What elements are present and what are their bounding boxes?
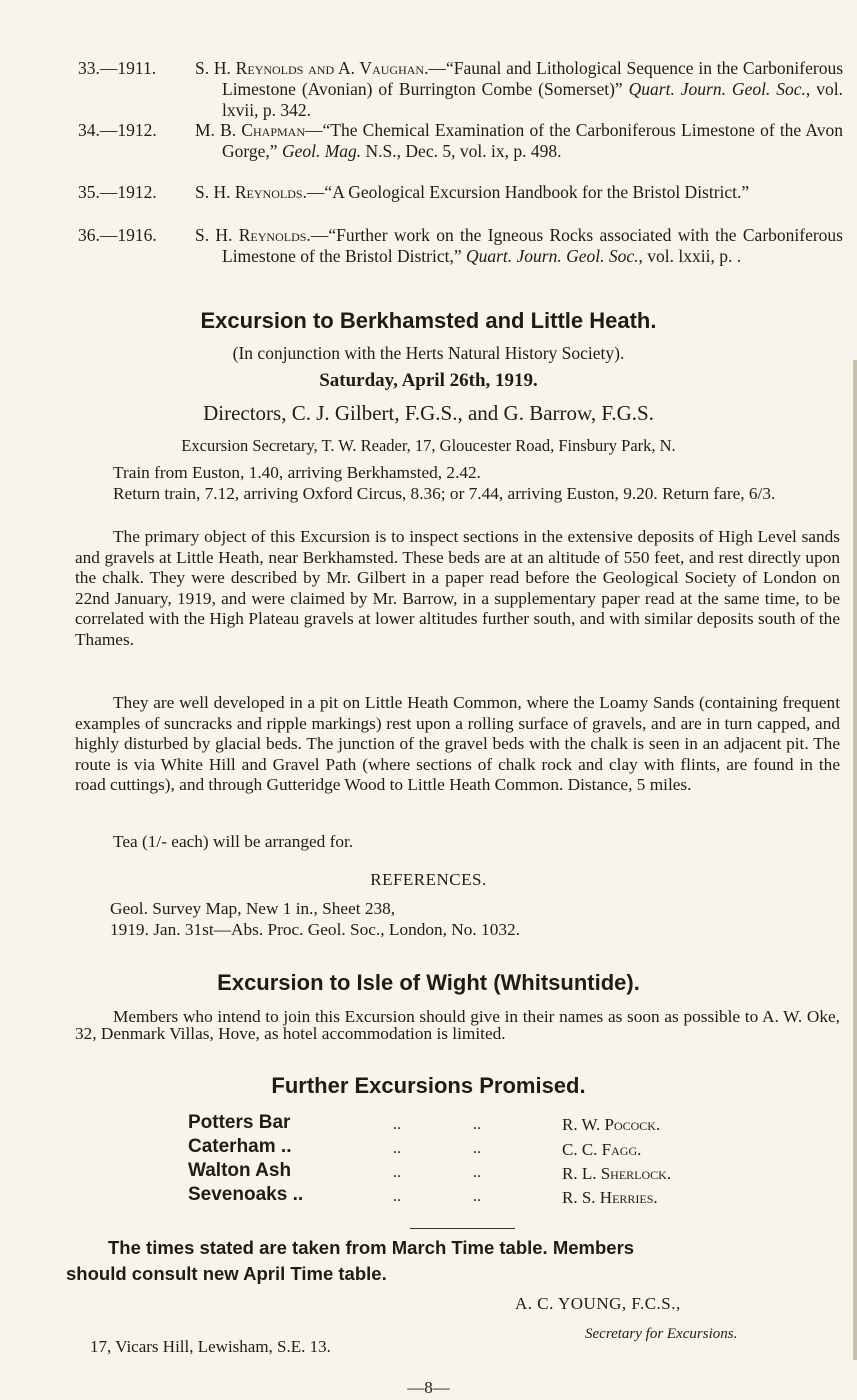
- reference-entry: [78, 182, 843, 203]
- section-heading: Further Excursions Promised.: [271, 1073, 586, 1098]
- leader-name: R. W. Pocock.: [562, 1115, 661, 1134]
- reference-entry: [78, 225, 843, 267]
- place-name: Caterham ..: [188, 1136, 292, 1157]
- section-heading: Excursion to Berkhamsted and Little Heath.: [200, 308, 657, 333]
- reference-details: , vol. lxvii, p. 342.: [222, 79, 843, 120]
- reference-author: S. H. Reynolds.: [195, 182, 307, 202]
- tea-text: Tea (1/- each) will be arranged for.: [113, 832, 354, 851]
- reference-author: S. H. Reynolds.: [195, 225, 311, 245]
- section-subtitle: (In conjunction with the Herts Natural History Society).: [232, 343, 625, 363]
- reference-author: M. B. Chapman: [195, 120, 305, 140]
- leader-dots: ..: [393, 1116, 401, 1133]
- place-name: Potters Bar: [188, 1112, 291, 1133]
- tea-note: [75, 832, 840, 853]
- reference-entry: [78, 120, 843, 162]
- reference-title: —“A Geological Excursion Handbook for the Bristol District.”: [306, 182, 750, 202]
- reference-details: N.S., Dec. 5, vol. ix, p. 498.: [361, 141, 562, 161]
- reference-line: 1919. Jan. 31st—Abs. Proc. Geol. Soc., London, No. 1032.: [110, 920, 520, 939]
- reference-number: 34.—1912.: [78, 120, 157, 140]
- place-name: Sevenoaks ..: [188, 1184, 304, 1205]
- reference-details: , vol. lxxii, p. .: [638, 246, 742, 266]
- directors: Directors, C. J. Gilbert, F.G.S., and G. Barrow, F.G.S.: [203, 401, 654, 425]
- reference-journal: Quart. Journ. Geol. Soc.: [465, 246, 639, 266]
- paragraph: [75, 1008, 840, 1042]
- paragraph-text: Members who intend to join this Excursion should give in their names as soon as possible to A. W. Oke, 32, Denmark Villas, Hove, as hotel accommodation is limited.: [75, 1007, 840, 1043]
- leader-dots: ..: [473, 1140, 481, 1157]
- leader-dots: ..: [473, 1164, 481, 1181]
- reference-author: S. H. Reynolds and A. Vaughan.: [195, 58, 429, 78]
- reference-entry: [78, 58, 843, 121]
- leader-name: R. L. Sherlock.: [562, 1164, 672, 1183]
- notice-line: should consult new April Time table.: [66, 1263, 387, 1284]
- reference-title: —“Further work on the Igneous Rocks associated with the Carboniferous Limestone of the Bristol District,”: [222, 225, 843, 266]
- reference-line: Geol. Survey Map, New 1 in., Sheet 238,: [110, 899, 396, 918]
- train-info: [75, 463, 840, 484]
- leader-name: R. S. Herries.: [562, 1188, 658, 1207]
- reference-number: 36.—1916.: [78, 225, 157, 245]
- secretary-address: 17, Vicars Hill, Lewisham, S.E. 13.: [90, 1337, 331, 1356]
- secretary-name: A. C. YOUNG, F.C.S.,: [515, 1294, 681, 1313]
- reference-journal: Geol. Mag.: [281, 141, 362, 161]
- leader-dots: ..: [393, 1164, 401, 1181]
- leader-name: C. C. Fagg.: [562, 1140, 642, 1159]
- paragraph-text: The primary object of this Excursion is to inspect sections in the extensive deposits of High Level sands and gravels at Little Heath, near Berkhamsted. These beds are at an altitude of 550 feet, and rest directly upon the chalk. They were described by Mr. Gilbert in a paper read before the Geological Society of London on 22nd January, 1919, and were claimed by Mr. Barrow, in a supplementary paper read at the same time, to be correlated with the High Plateau gravels at lower altitudes further south, and with similar deposits south of the Thames.: [75, 527, 840, 649]
- paragraph: [75, 693, 840, 796]
- reference-number: 33.—1911.: [78, 58, 157, 78]
- page-edge: [853, 360, 857, 1360]
- reference-title: —“Faunal and Lithological Sequence in the Carboniferous Limestone (Avonian) of Burrington Combe (Somerset)”: [222, 58, 844, 99]
- leader-dots: ..: [473, 1116, 481, 1133]
- references-heading: REFERENCES.: [370, 870, 487, 889]
- leader-dots: ..: [473, 1188, 481, 1205]
- excursion-date: Saturday, April 26th, 1919.: [319, 370, 538, 391]
- place-name: Walton Ash: [188, 1160, 292, 1181]
- train-text: Train from Euston, 1.40, arriving Berkhamsted, 2.42.: [113, 463, 481, 482]
- divider: [410, 1228, 515, 1229]
- paragraph: [75, 527, 840, 651]
- section-heading: Excursion to Isle of Wight (Whitsuntide).: [217, 970, 640, 995]
- reference-journal: Quart. Journ. Geol. Soc.: [628, 79, 806, 99]
- reference-title: —“The Chemical Examination of the Carboniferous Limestone of the Avon Gorge,”: [222, 120, 843, 161]
- return-info: [75, 484, 840, 505]
- leader-dots: ..: [393, 1188, 401, 1205]
- return-text: Return train, 7.12, arriving Oxford Circus, 8.36; or 7.44, arriving Euston, 9.20. Return fare, 6/3.: [113, 484, 776, 503]
- reference-number: 35.—1912.: [78, 182, 157, 202]
- secretary-role: Secretary for Excursions.: [585, 1326, 738, 1342]
- page-number: —8—: [407, 1378, 450, 1397]
- notice-line: The times stated are taken from March Time table. Members: [108, 1237, 635, 1258]
- paragraph-text: They are well developed in a pit on Little Heath Common, where the Loamy Sands (containing frequent examples of suncracks and ripple markings) rest upon a rolling surface of gravels, and are in turn capped, and highly disturbed by glacial beds. The junction of the gravel beds with the chalk is seen in an adjacent pit. The route is via White Hill and Gravel Path (where sections of chalk rock and clay with flints, are found in the road cuttings), and through Gutteridge Wood to Little Heath Common. Distance, 5 miles.: [75, 693, 840, 795]
- leader-dots: ..: [393, 1140, 401, 1157]
- excursion-secretary: Excursion Secretary, T. W. Reader, 17, Gloucester Road, Finsbury Park, N.: [181, 436, 676, 455]
